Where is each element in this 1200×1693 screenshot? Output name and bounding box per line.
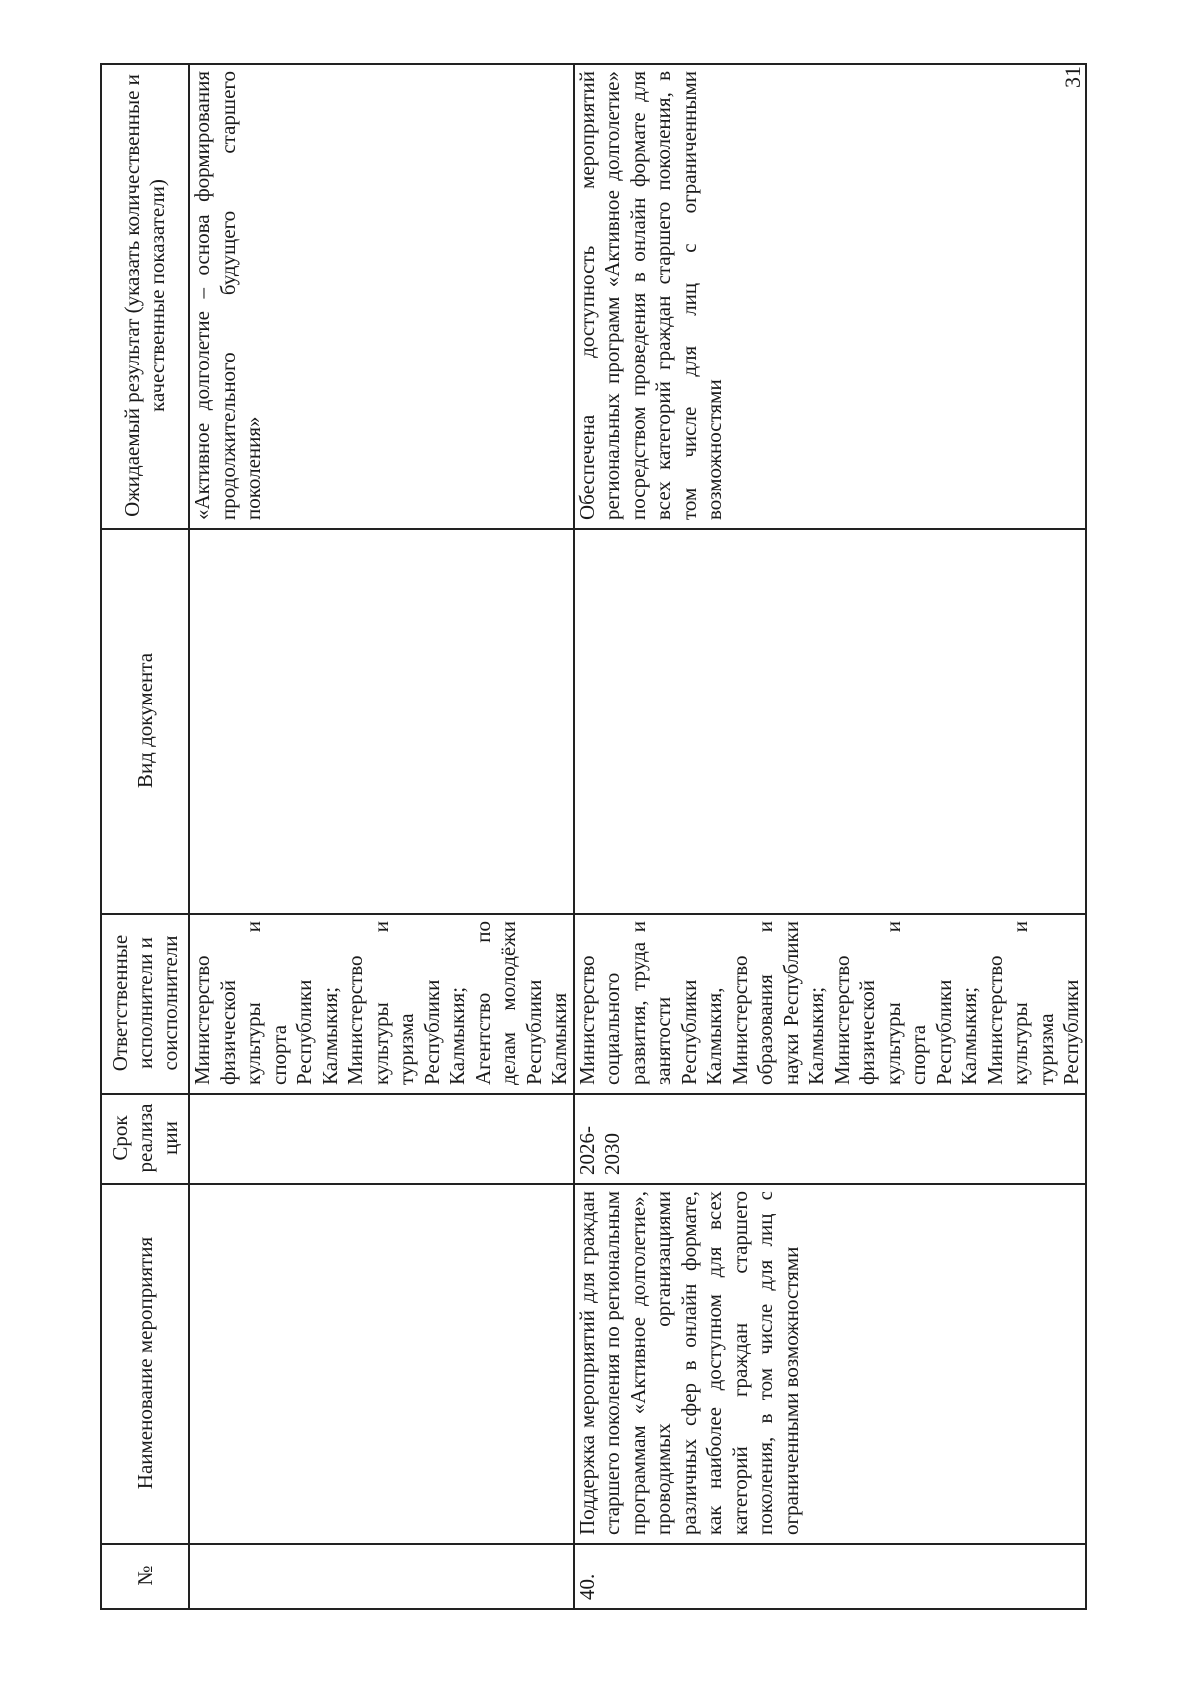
cell-responsible: Министерство социального развития, труда и занятости Республики Калмыкия, Министерство образования и науки Республики Калмыкия; Министерство физической культуры и спорта Республики Калмыкия; Министерство культуры и туризма Республики — [574, 914, 1086, 1094]
header-term: Срок реализации — [101, 1094, 189, 1184]
cell-expected-result: Обеспечена доступность мероприятий региональных программ «Активное долголетие» посредством проведения в онлайн формате для всех категорий граждан старшего поколения, в том числе для лиц с ограниченными возможностями — [574, 64, 1086, 529]
cell-term — [189, 1094, 574, 1184]
table-row — [574, 64, 1086, 1609]
cell-document-type — [189, 529, 574, 914]
header-number: № — [101, 1544, 189, 1609]
cell-responsible: Министерство физической культуры и спорта Республики Калмыкия; Министерство культуры и туризма Республики Калмыкия; Агентство по делам молодёжи Республики Калмыкия — [189, 914, 574, 1094]
header-expected-result: Ожидаемый результат (указать количественные и качественные показатели) — [101, 64, 189, 529]
cell-term: 2026-2030 — [574, 1094, 1086, 1184]
cell-activity-name: Поддержка мероприятий для граждан старшего поколения по региональным программам «Активное долголетие», проводимых организациями различных сфер в онлайн формате, как наиболее доступном для всех категорий граждан старшего поколения, в том числе для лиц с ограниченными возможностями — [574, 1184, 1086, 1544]
header-responsible: Ответственные исполнители и соисполнители — [101, 914, 189, 1094]
cell-activity-name — [189, 1184, 574, 1544]
cell-number: 40. — [574, 1544, 1086, 1609]
activities-table — [100, 63, 1087, 1610]
header-document-type: Вид документа — [101, 529, 189, 914]
header-activity-name: Наименование мероприятия — [101, 1184, 189, 1544]
table-row — [189, 64, 574, 1609]
cell-document-type — [574, 529, 1086, 914]
cell-expected-result: «Активное долголетие – основа формирования продолжительного будущего старшего поколения» — [189, 64, 574, 529]
page-number: 31 — [1060, 66, 1085, 88]
table-header-row — [101, 64, 189, 1609]
cell-number — [189, 1544, 574, 1609]
